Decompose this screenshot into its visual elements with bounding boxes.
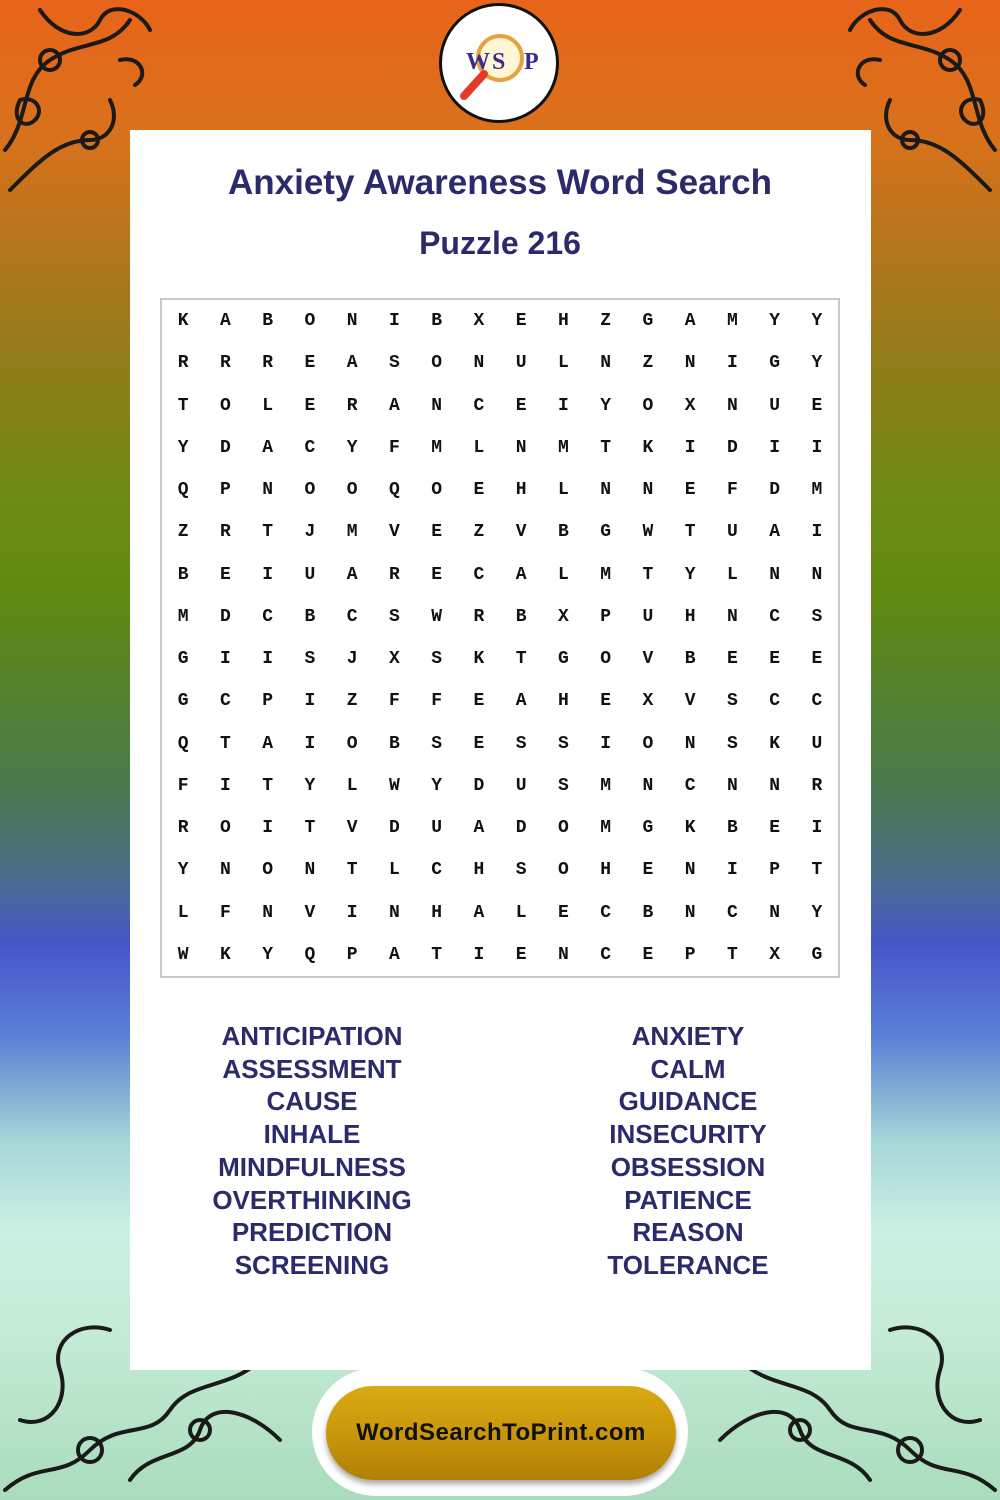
grid-cell[interactable]: S [431,649,443,670]
grid-cell[interactable]: C [726,902,738,923]
grid-cell[interactable]: N [388,902,400,923]
letter-grid[interactable] [160,298,840,978]
grid-cell[interactable]: V [684,691,696,712]
grid-cell[interactable]: T [262,775,274,796]
grid-cell[interactable]: G [177,649,189,670]
grid-cell[interactable]: A [346,564,358,585]
grid-cell[interactable]: W [388,775,400,796]
grid-cell[interactable]: N [600,480,612,501]
grid-cell[interactable]: H [557,311,569,332]
grid-cell[interactable]: I [769,437,781,458]
grid-cell[interactable]: S [557,733,569,754]
grid-cell[interactable]: O [642,395,654,416]
grid-cell[interactable]: B [642,902,654,923]
grid-cell[interactable]: S [726,733,738,754]
grid-cell[interactable]: G [642,311,654,332]
grid-cell[interactable]: T [726,944,738,965]
grid-cell[interactable]: E [515,311,527,332]
grid-cell[interactable]: O [600,649,612,670]
grid-cell[interactable]: A [515,564,527,585]
grid-cell[interactable]: E [769,649,781,670]
grid-cell[interactable]: E [600,691,612,712]
grid-cell[interactable]: V [388,522,400,543]
grid-cell[interactable]: T [515,649,527,670]
grid-cell[interactable]: C [684,775,696,796]
wsp-logo[interactable] [439,3,559,123]
grid-cell[interactable]: J [346,649,358,670]
grid-cell[interactable]: N [262,902,274,923]
grid-cell[interactable]: J [304,522,316,543]
grid-cell[interactable]: S [726,691,738,712]
grid-cell[interactable]: S [388,606,400,627]
grid-cell[interactable]: S [304,649,316,670]
grid-cell[interactable]: Y [346,437,358,458]
grid-cell[interactable]: B [304,606,316,627]
grid-cell[interactable]: F [177,775,189,796]
grid-cell[interactable]: I [346,902,358,923]
grid-cell[interactable]: P [219,480,231,501]
website-button[interactable]: WordSearchToPrint.com [326,1386,676,1480]
logo-letter-p: P [524,49,539,75]
grid-cell[interactable]: M [600,564,612,585]
grid-cell[interactable]: T [642,564,654,585]
grid-cell[interactable]: Z [177,522,189,543]
grid-cell[interactable]: A [219,311,231,332]
grid-cell[interactable]: S [515,733,527,754]
grid-cell[interactable]: M [557,437,569,458]
grid-cell[interactable]: F [388,437,400,458]
page-title: Anxiety Awareness Word Search [227,163,773,202]
grid-cell[interactable]: M [726,311,738,332]
grid-cell[interactable]: Z [473,522,485,543]
grid-cell[interactable]: R [177,353,189,374]
grid-cell[interactable]: Y [304,775,316,796]
grid-cell[interactable]: I [219,775,231,796]
grid-cell[interactable]: A [515,691,527,712]
grid-cell[interactable]: P [600,606,612,627]
grid-cell[interactable]: C [304,437,316,458]
grid-cell[interactable]: B [431,311,443,332]
grid-cell[interactable]: U [726,522,738,543]
grid-cell[interactable]: L [557,564,569,585]
grid-cell[interactable]: D [726,437,738,458]
word-list-item: CALM [650,1053,726,1084]
grid-cell[interactable]: A [473,902,485,923]
grid-cell[interactable]: P [769,860,781,881]
grid-cell[interactable]: L [557,353,569,374]
grid-cell[interactable]: N [346,311,358,332]
grid-cell[interactable]: K [177,311,189,332]
grid-cell[interactable]: D [219,606,231,627]
grid-cell[interactable]: I [304,733,316,754]
word-list-item: MINDFULNESS [218,1151,406,1182]
grid-cell[interactable]: S [811,606,823,627]
grid-cell[interactable]: T [431,944,443,965]
grid-cell[interactable]: V [642,649,654,670]
grid-cell[interactable]: S [557,775,569,796]
word-list-item: INSECURITY [609,1119,767,1150]
grid-cell[interactable]: I [600,733,612,754]
grid-cell[interactable]: N [726,775,738,796]
grid-cell[interactable]: M [600,818,612,839]
grid-cell[interactable]: R [219,522,231,543]
grid-cell[interactable]: U [642,606,654,627]
grid-cell[interactable]: E [811,649,823,670]
grid-cell[interactable]: K [473,649,485,670]
grid-cell[interactable]: E [811,395,823,416]
grid-cell[interactable]: X [388,649,400,670]
grid-cell[interactable]: I [219,649,231,670]
grid-cell[interactable]: A [684,311,696,332]
logo-letter-w: W [466,49,490,75]
grid-cell[interactable]: N [431,395,443,416]
grid-cell[interactable]: M [600,775,612,796]
grid-cell[interactable]: U [515,353,527,374]
grid-cell[interactable]: N [515,437,527,458]
grid-cell[interactable]: C [219,691,231,712]
grid-cell[interactable]: T [262,522,274,543]
word-list-item: OVERTHINKING [212,1184,412,1215]
word-list-item: CAUSE [266,1086,358,1117]
grid-cell[interactable]: N [304,860,316,881]
grid-cell[interactable]: Q [177,480,189,501]
grid-cell[interactable]: Y [769,311,781,332]
grid-cell[interactable]: K [642,437,654,458]
grid-cell[interactable]: A [769,522,781,543]
grid-cell[interactable]: M [346,522,358,543]
grid-cell[interactable]: Y [811,353,823,374]
grid-cell[interactable]: H [431,902,443,923]
grid-cell[interactable]: O [642,733,654,754]
grid-cell[interactable]: H [557,691,569,712]
grid-cell[interactable]: L [726,564,738,585]
grid-cell[interactable]: L [262,395,274,416]
grid-cell[interactable]: C [811,691,823,712]
grid-cell[interactable]: B [726,818,738,839]
puzzle-number: Puzzle 216 [419,225,581,261]
grid-cell[interactable]: I [388,311,400,332]
grid-cell[interactable]: Y [600,395,612,416]
grid-cell[interactable]: W [642,522,654,543]
grid-cell[interactable]: P [684,944,696,965]
grid-cell[interactable]: X [642,691,654,712]
grid-cell[interactable]: C [600,902,612,923]
grid-cell[interactable]: A [262,733,274,754]
grid-cell[interactable]: Q [177,733,189,754]
grid-cell[interactable]: Y [811,311,823,332]
grid-cell[interactable]: E [473,691,485,712]
grid-cell[interactable]: C [473,395,485,416]
grid-cell[interactable]: B [684,649,696,670]
grid-cell[interactable]: I [726,353,738,374]
grid-cell[interactable]: L [346,775,358,796]
grid-cell[interactable]: P [346,944,358,965]
word-list-item: SCREENING [234,1249,390,1280]
grid-cell[interactable]: N [642,775,654,796]
grid-cell[interactable]: B [262,311,274,332]
grid-cell[interactable]: I [262,818,274,839]
grid-cell[interactable]: Y [811,902,823,923]
grid-cell[interactable]: B [388,733,400,754]
grid-cell[interactable]: T [219,733,231,754]
grid-cell[interactable]: K [769,733,781,754]
grid-cell[interactable]: I [684,437,696,458]
grid-cell[interactable]: A [473,818,485,839]
grid-cell[interactable]: C [769,691,781,712]
grid-cell[interactable]: O [219,818,231,839]
grid-cell[interactable]: E [515,944,527,965]
grid-cell[interactable]: R [219,353,231,374]
grid-cell[interactable]: N [219,860,231,881]
grid-cell[interactable]: A [262,437,274,458]
grid-cell[interactable]: R [346,395,358,416]
grid-cell[interactable]: L [557,480,569,501]
grid-cell[interactable]: U [811,733,823,754]
grid-cell[interactable]: G [811,944,823,965]
grid-cell[interactable]: V [304,902,316,923]
word-list-item: ANXIETY [631,1021,745,1051]
grid-cell[interactable]: E [304,353,316,374]
grid-cell[interactable]: H [515,480,527,501]
grid-cell[interactable]: M [431,437,443,458]
grid-cell[interactable]: O [219,395,231,416]
grid-cell[interactable]: I [473,944,485,965]
grid-cell[interactable]: C [473,564,485,585]
grid-cell[interactable]: G [557,649,569,670]
grid-cell[interactable]: E [515,395,527,416]
grid-cell[interactable]: I [811,522,823,543]
grid-cell[interactable]: M [177,606,189,627]
grid-cell[interactable]: E [726,649,738,670]
grid-cell[interactable]: A [388,395,400,416]
grid-cell[interactable]: T [684,522,696,543]
grid-cell[interactable]: G [642,818,654,839]
grid-cell[interactable]: O [557,818,569,839]
grid-cell[interactable]: E [642,944,654,965]
grid-cell[interactable]: U [515,775,527,796]
grid-cell[interactable]: I [304,691,316,712]
grid-cell[interactable]: Y [262,944,274,965]
grid-cell[interactable]: P [262,691,274,712]
grid-cell[interactable]: E [473,733,485,754]
grid-cell[interactable]: W [177,944,189,965]
grid-cell[interactable]: B [557,522,569,543]
word-list-item: INHALE [263,1119,361,1150]
grid-cell[interactable]: H [473,860,485,881]
grid-cell[interactable]: E [219,564,231,585]
grid-cell[interactable]: E [304,395,316,416]
word-list-item: OBSESSION [610,1151,766,1182]
word-list-item: GUIDANCE [618,1086,758,1117]
grid-cell[interactable]: E [642,860,654,881]
word-list-left [132,1020,492,1282]
grid-cell[interactable]: F [726,480,738,501]
grid-cell[interactable]: E [769,818,781,839]
grid-cell[interactable]: B [177,564,189,585]
grid-cell[interactable]: Z [600,311,612,332]
grid-cell[interactable]: I [726,860,738,881]
grid-cell[interactable]: F [388,691,400,712]
grid-cell[interactable]: E [431,564,443,585]
grid-cell[interactable]: A [346,353,358,374]
grid-cell[interactable]: D [473,775,485,796]
grid-cell[interactable]: I [557,395,569,416]
grid-cell[interactable]: W [431,606,443,627]
grid-cell[interactable]: N [600,353,612,374]
grid-cell[interactable]: X [684,395,696,416]
grid-cell[interactable]: X [769,944,781,965]
grid-cell[interactable]: N [642,480,654,501]
word-list-item: PREDICTION [231,1217,393,1248]
word-list-item: PATIENCE [624,1184,752,1215]
grid-cell[interactable]: F [219,902,231,923]
grid-cell[interactable]: I [811,818,823,839]
grid-cell[interactable]: S [431,733,443,754]
grid-cell[interactable]: O [557,860,569,881]
grid-cell[interactable]: G [600,522,612,543]
grid-cell[interactable]: V [515,522,527,543]
grid-cell[interactable]: Y [177,860,189,881]
grid-cell[interactable]: U [769,395,781,416]
grid-cell[interactable]: O [262,860,274,881]
word-list-item: ASSESSMENT [222,1053,402,1084]
grid-cell[interactable]: B [515,606,527,627]
grid-cell[interactable]: T [811,860,823,881]
word-list-item: ANTICIPATION [221,1021,403,1051]
grid-cell[interactable]: E [431,522,443,543]
grid-cell[interactable]: R [177,818,189,839]
grid-cell[interactable]: L [388,860,400,881]
grid-cell[interactable]: X [557,606,569,627]
grid-cell[interactable]: E [684,480,696,501]
grid-cell[interactable]: D [769,480,781,501]
grid-cell[interactable]: N [726,606,738,627]
grid-cell[interactable]: N [726,395,738,416]
grid-cell[interactable]: C [262,606,274,627]
grid-cell[interactable]: N [557,944,569,965]
grid-cell[interactable]: L [515,902,527,923]
grid-cell[interactable]: X [473,311,485,332]
grid-cell[interactable]: D [219,437,231,458]
grid-cell[interactable]: T [346,860,358,881]
grid-cell[interactable]: M [811,480,823,501]
grid-cell[interactable]: Y [431,775,443,796]
magnifier-icon [444,8,554,118]
grid-cell[interactable]: K [219,944,231,965]
grid-cell[interactable]: K [684,818,696,839]
word-list-item: REASON [632,1217,744,1248]
grid-cell[interactable]: S [515,860,527,881]
grid-cell[interactable]: O [431,353,443,374]
grid-cell[interactable]: O [304,480,316,501]
grid-cell[interactable]: N [769,564,781,585]
grid-cell[interactable]: N [769,902,781,923]
grid-cell[interactable]: G [769,353,781,374]
grid-cell[interactable]: U [431,818,443,839]
grid-cell[interactable]: V [346,818,358,839]
grid-cell[interactable]: R [811,775,823,796]
grid-cell[interactable]: N [684,902,696,923]
grid-cell[interactable]: Q [304,944,316,965]
grid-cell[interactable]: D [515,818,527,839]
grid-cell[interactable]: N [684,733,696,754]
grid-cell[interactable]: R [262,353,274,374]
grid-cell[interactable]: O [346,480,358,501]
grid-cell[interactable]: R [473,606,485,627]
grid-cell[interactable]: T [177,395,189,416]
grid-cell[interactable]: T [600,437,612,458]
grid-cell[interactable]: N [769,775,781,796]
grid-cell[interactable]: A [388,944,400,965]
grid-cell[interactable]: L [473,437,485,458]
grid-cell[interactable]: L [177,902,189,923]
grid-cell[interactable]: N [811,564,823,585]
logo-letter-s: S [492,49,506,75]
grid-cell[interactable]: Y [177,437,189,458]
grid-cell[interactable]: I [811,437,823,458]
grid-cell[interactable]: N [684,860,696,881]
grid-cell[interactable]: F [431,691,443,712]
grid-cell[interactable]: O [304,311,316,332]
grid-cell[interactable]: E [557,902,569,923]
grid-cell[interactable]: H [684,606,696,627]
grid-cell[interactable]: N [473,353,485,374]
grid-cell[interactable]: N [684,353,696,374]
grid-cell[interactable]: Z [346,691,358,712]
grid-cell[interactable]: C [769,606,781,627]
grid-cell[interactable]: U [304,564,316,585]
grid-cell[interactable]: C [431,860,443,881]
grid-cell[interactable]: O [346,733,358,754]
grid-cell[interactable]: H [600,860,612,881]
grid-cell[interactable]: D [388,818,400,839]
grid-cell[interactable]: T [304,818,316,839]
word-list-right [508,1020,868,1282]
grid-cell[interactable]: C [600,944,612,965]
word-list-item: TOLERANCE [607,1249,769,1280]
grid-cell[interactable]: G [177,691,189,712]
grid-cell[interactable]: N [262,480,274,501]
grid-cell[interactable]: E [473,480,485,501]
grid-cell[interactable]: I [262,649,274,670]
grid-cell[interactable]: R [388,564,400,585]
grid-cell[interactable]: O [431,480,443,501]
grid-cell[interactable]: S [388,353,400,374]
grid-cell[interactable]: Y [684,564,696,585]
grid-cell[interactable]: Z [642,353,654,374]
grid-cell[interactable]: I [262,564,274,585]
grid-cell[interactable]: Q [388,480,400,501]
grid-cell[interactable]: C [346,606,358,627]
